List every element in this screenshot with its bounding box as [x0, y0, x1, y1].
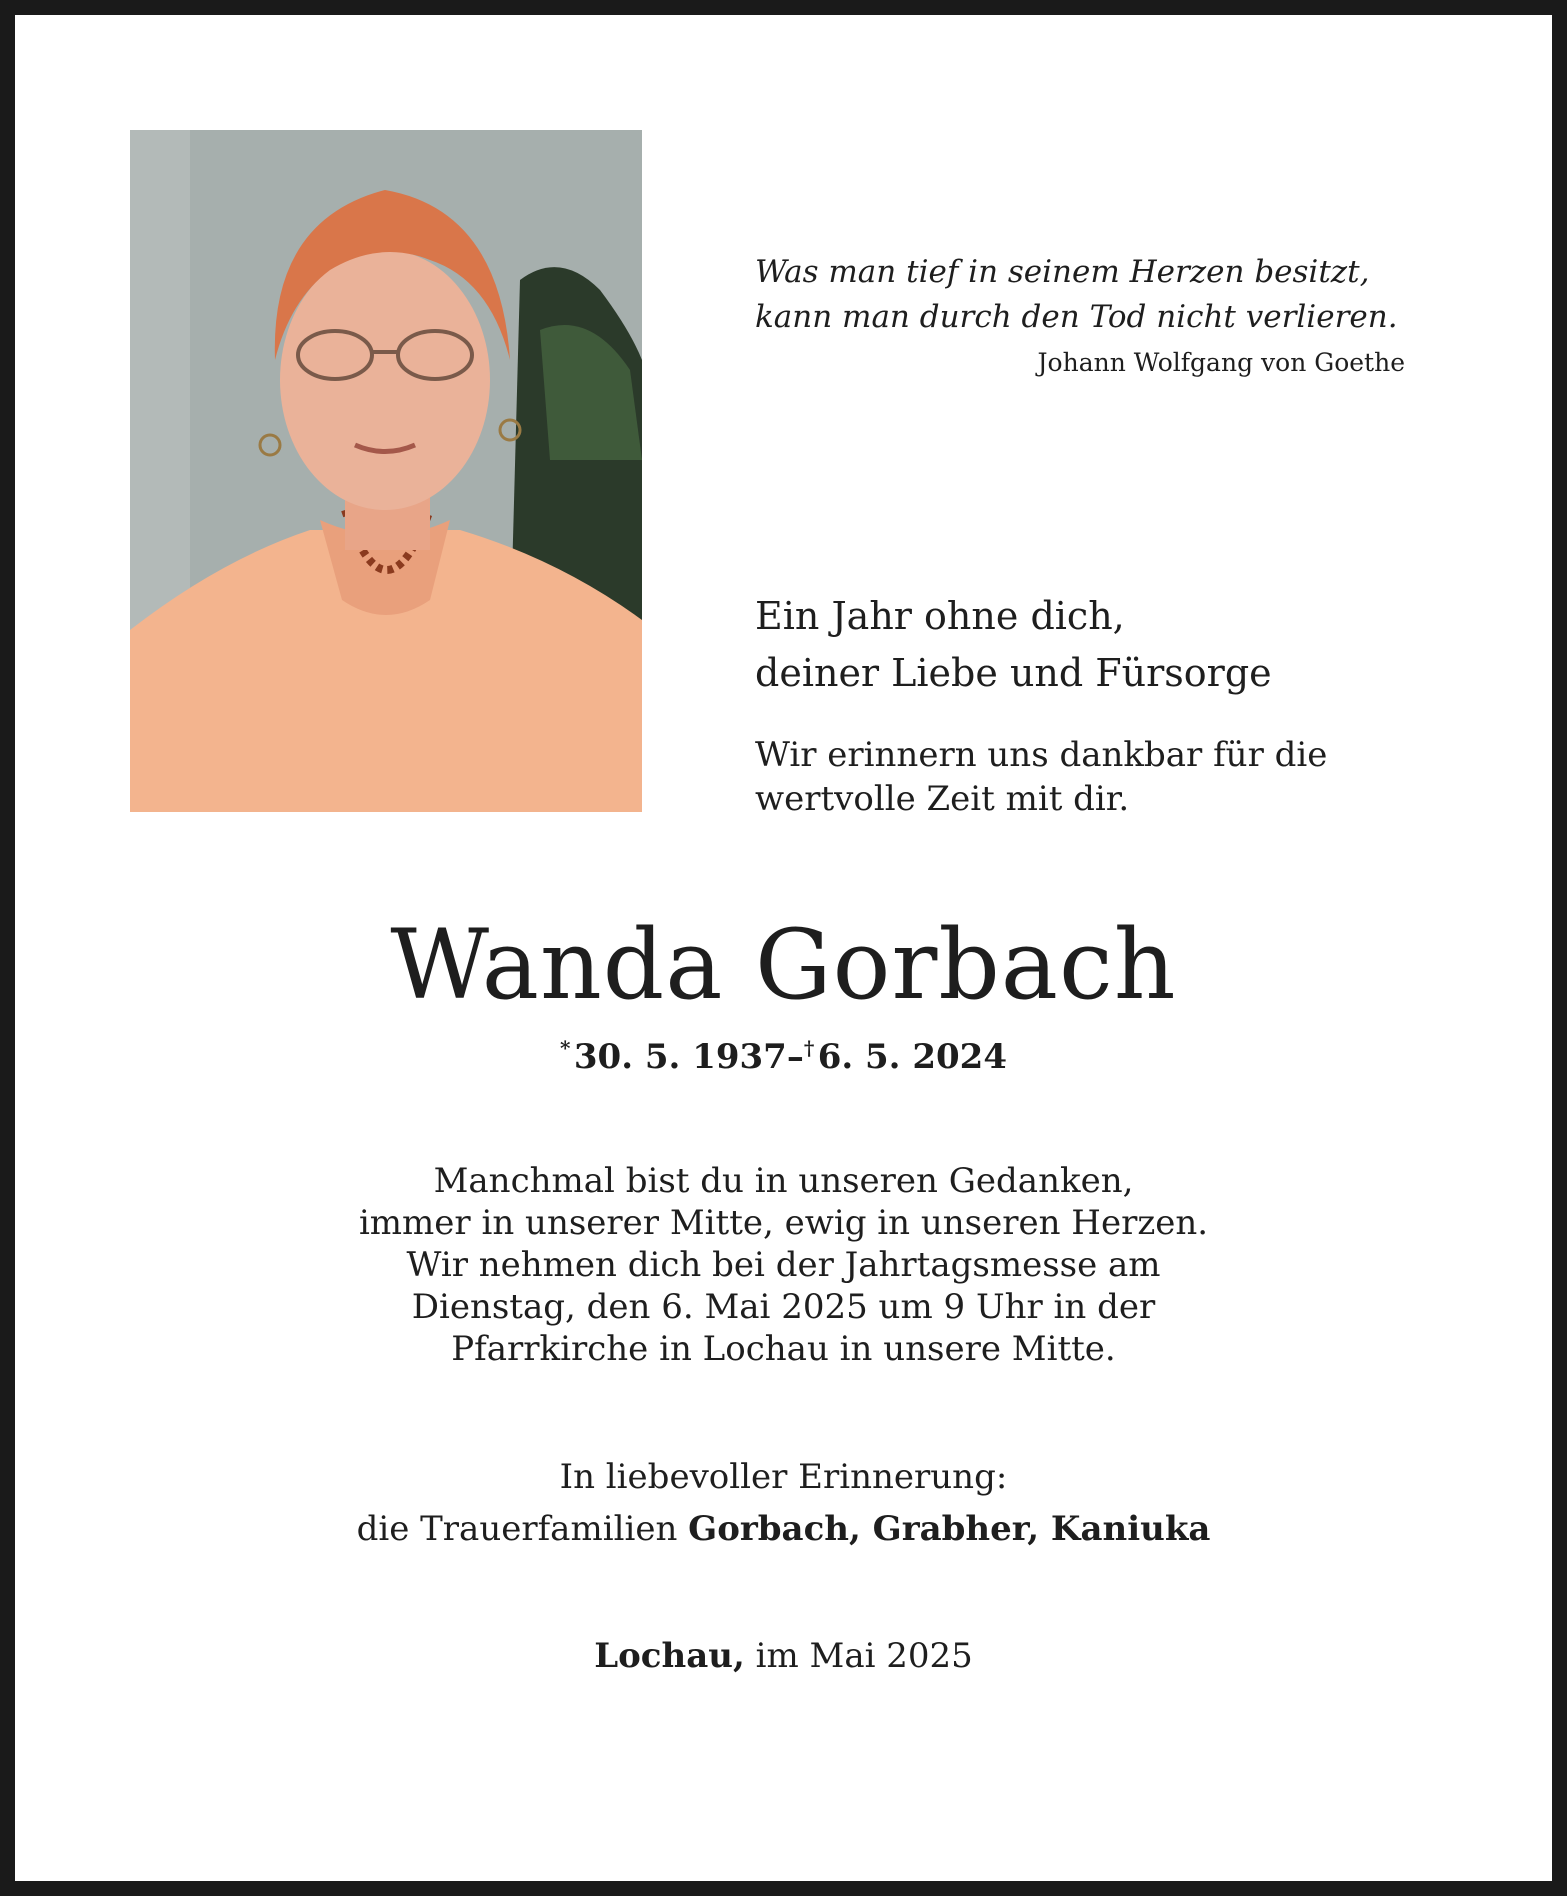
thanks-text	[755, 733, 1327, 821]
place-town: Lochau,	[594, 1636, 745, 1676]
birth-symbol: *	[560, 1036, 571, 1060]
message-line: Manchmal bist du in unseren Gedanken,	[433, 1161, 1134, 1201]
death-date: 6. 5. 2024	[817, 1037, 1007, 1077]
place-date	[0, 1635, 1567, 1677]
lead-text	[755, 588, 1272, 702]
date-separator: –	[786, 1037, 804, 1077]
lead-line: Ein Jahr ohne dich,	[755, 594, 1125, 638]
portrait-photo	[130, 130, 642, 812]
birth-date: 30. 5. 1937	[573, 1037, 787, 1077]
quote-line: Was man tief in seinem Herzen besitzt,	[755, 254, 1370, 290]
quote-author: Johann Wolfgang von Goethe	[1037, 348, 1405, 377]
message-line: Dienstag, den 6. Mai 2025 um 9 Uhr in der	[411, 1287, 1156, 1327]
thanks-line: wertvolle Zeit mit dir.	[755, 779, 1130, 819]
deceased-name: Wanda Gorbach	[390, 909, 1177, 1021]
message-line: Pfarrkirche in Lochau in unsere Mitte.	[451, 1329, 1116, 1369]
families-names: Gorbach, Grabher, Kaniuka	[688, 1509, 1211, 1549]
quote-line: kann man durch den Tod nicht verlieren.	[755, 299, 1398, 335]
goethe-quote	[755, 250, 1398, 340]
life-dates	[0, 1036, 1567, 1077]
memorial-message	[0, 1160, 1567, 1370]
thanks-line: Wir erinnern uns dankbar für die	[755, 735, 1328, 775]
lead-line: deiner Liebe und Fürsorge	[755, 651, 1272, 695]
families-line	[0, 1508, 1567, 1550]
message-line: Wir nehmen dich bei der Jahrtagsmesse am	[406, 1245, 1161, 1285]
memory-heading: In liebevoller Erinnerung:	[559, 1457, 1008, 1497]
message-line: immer in unserer Mitte, ewig in unseren Herzen.	[358, 1203, 1209, 1243]
families-prefix: die Trauerfamilien	[356, 1509, 678, 1549]
death-symbol: †	[803, 1036, 815, 1060]
place-month: im Mai 2025	[755, 1636, 973, 1676]
